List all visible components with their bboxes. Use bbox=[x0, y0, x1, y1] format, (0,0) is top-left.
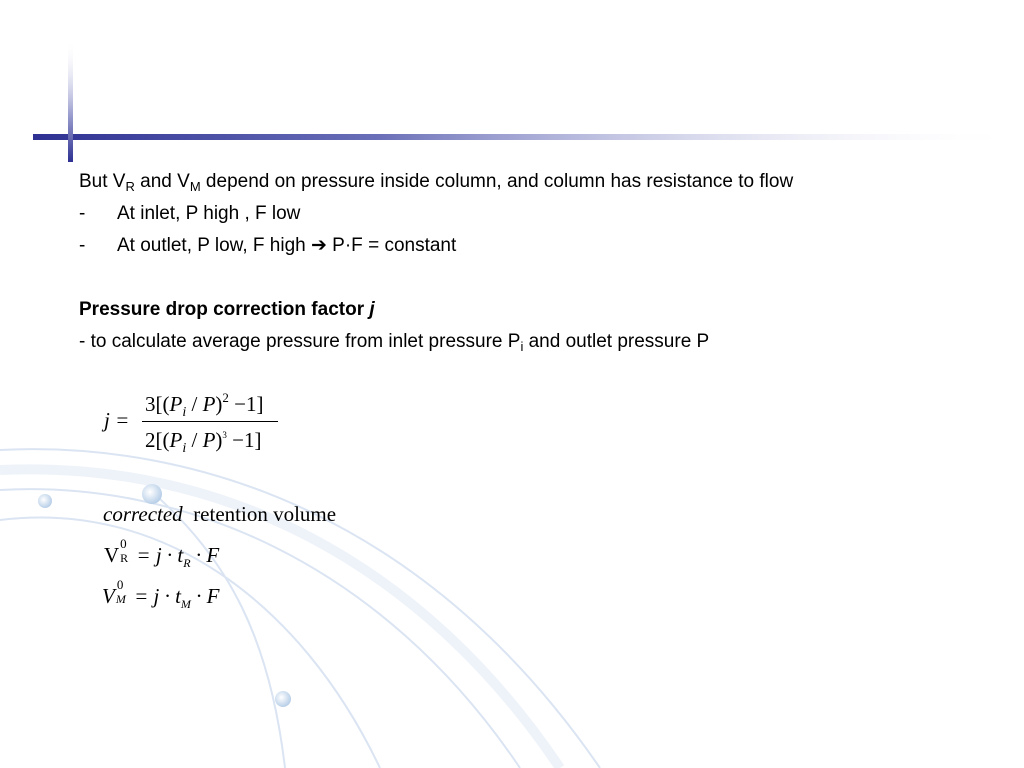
intro-line: But $V_R$ and $V_M$ depend on pressure inside column, and column has resistance to flow bbox=[79, 171, 794, 194]
accent-bar-vertical bbox=[68, 40, 73, 162]
equation-j-lhs: j = bbox=[104, 408, 130, 432]
bullet-outlet: - At outlet, P low, F high ➔ P·F = constant bbox=[79, 230, 999, 262]
decor-bead-2 bbox=[38, 494, 52, 508]
equation-j-denominator: $2[(P_i / P)^3 -1]$ bbox=[145, 428, 262, 456]
decor-arc-4 bbox=[150, 490, 285, 768]
equation-vm: V 0 M = $j \cdot t_M \cdot F$ bbox=[102, 577, 220, 611]
bullet-dash: - bbox=[79, 203, 86, 224]
decor-arc-1 bbox=[0, 449, 600, 768]
section-heading: Pressure drop correction factor j bbox=[79, 299, 375, 320]
purpose-line: - to calculate average pressure from inlet pressure $P_i$ and outlet pressure P bbox=[79, 331, 710, 354]
corrected-label: corrected retention volume bbox=[103, 502, 337, 526]
slide-body bbox=[79, 166, 999, 358]
bullet-dash: - bbox=[79, 235, 86, 256]
equation-vr: V 0 R = $j \cdot t_R \cdot F$ bbox=[104, 536, 220, 570]
arrow-icon: ➔ bbox=[310, 235, 327, 256]
fraction-bar bbox=[142, 421, 278, 422]
decor-bead-1 bbox=[142, 484, 162, 504]
bullet-inlet: - At inlet, P high , F low bbox=[79, 198, 999, 230]
decor-bead-3 bbox=[275, 691, 291, 707]
equation-j-numerator: $3[(P_i / P)^2 -1]$ bbox=[145, 390, 264, 420]
accent-bar-horizontal bbox=[33, 134, 1023, 140]
